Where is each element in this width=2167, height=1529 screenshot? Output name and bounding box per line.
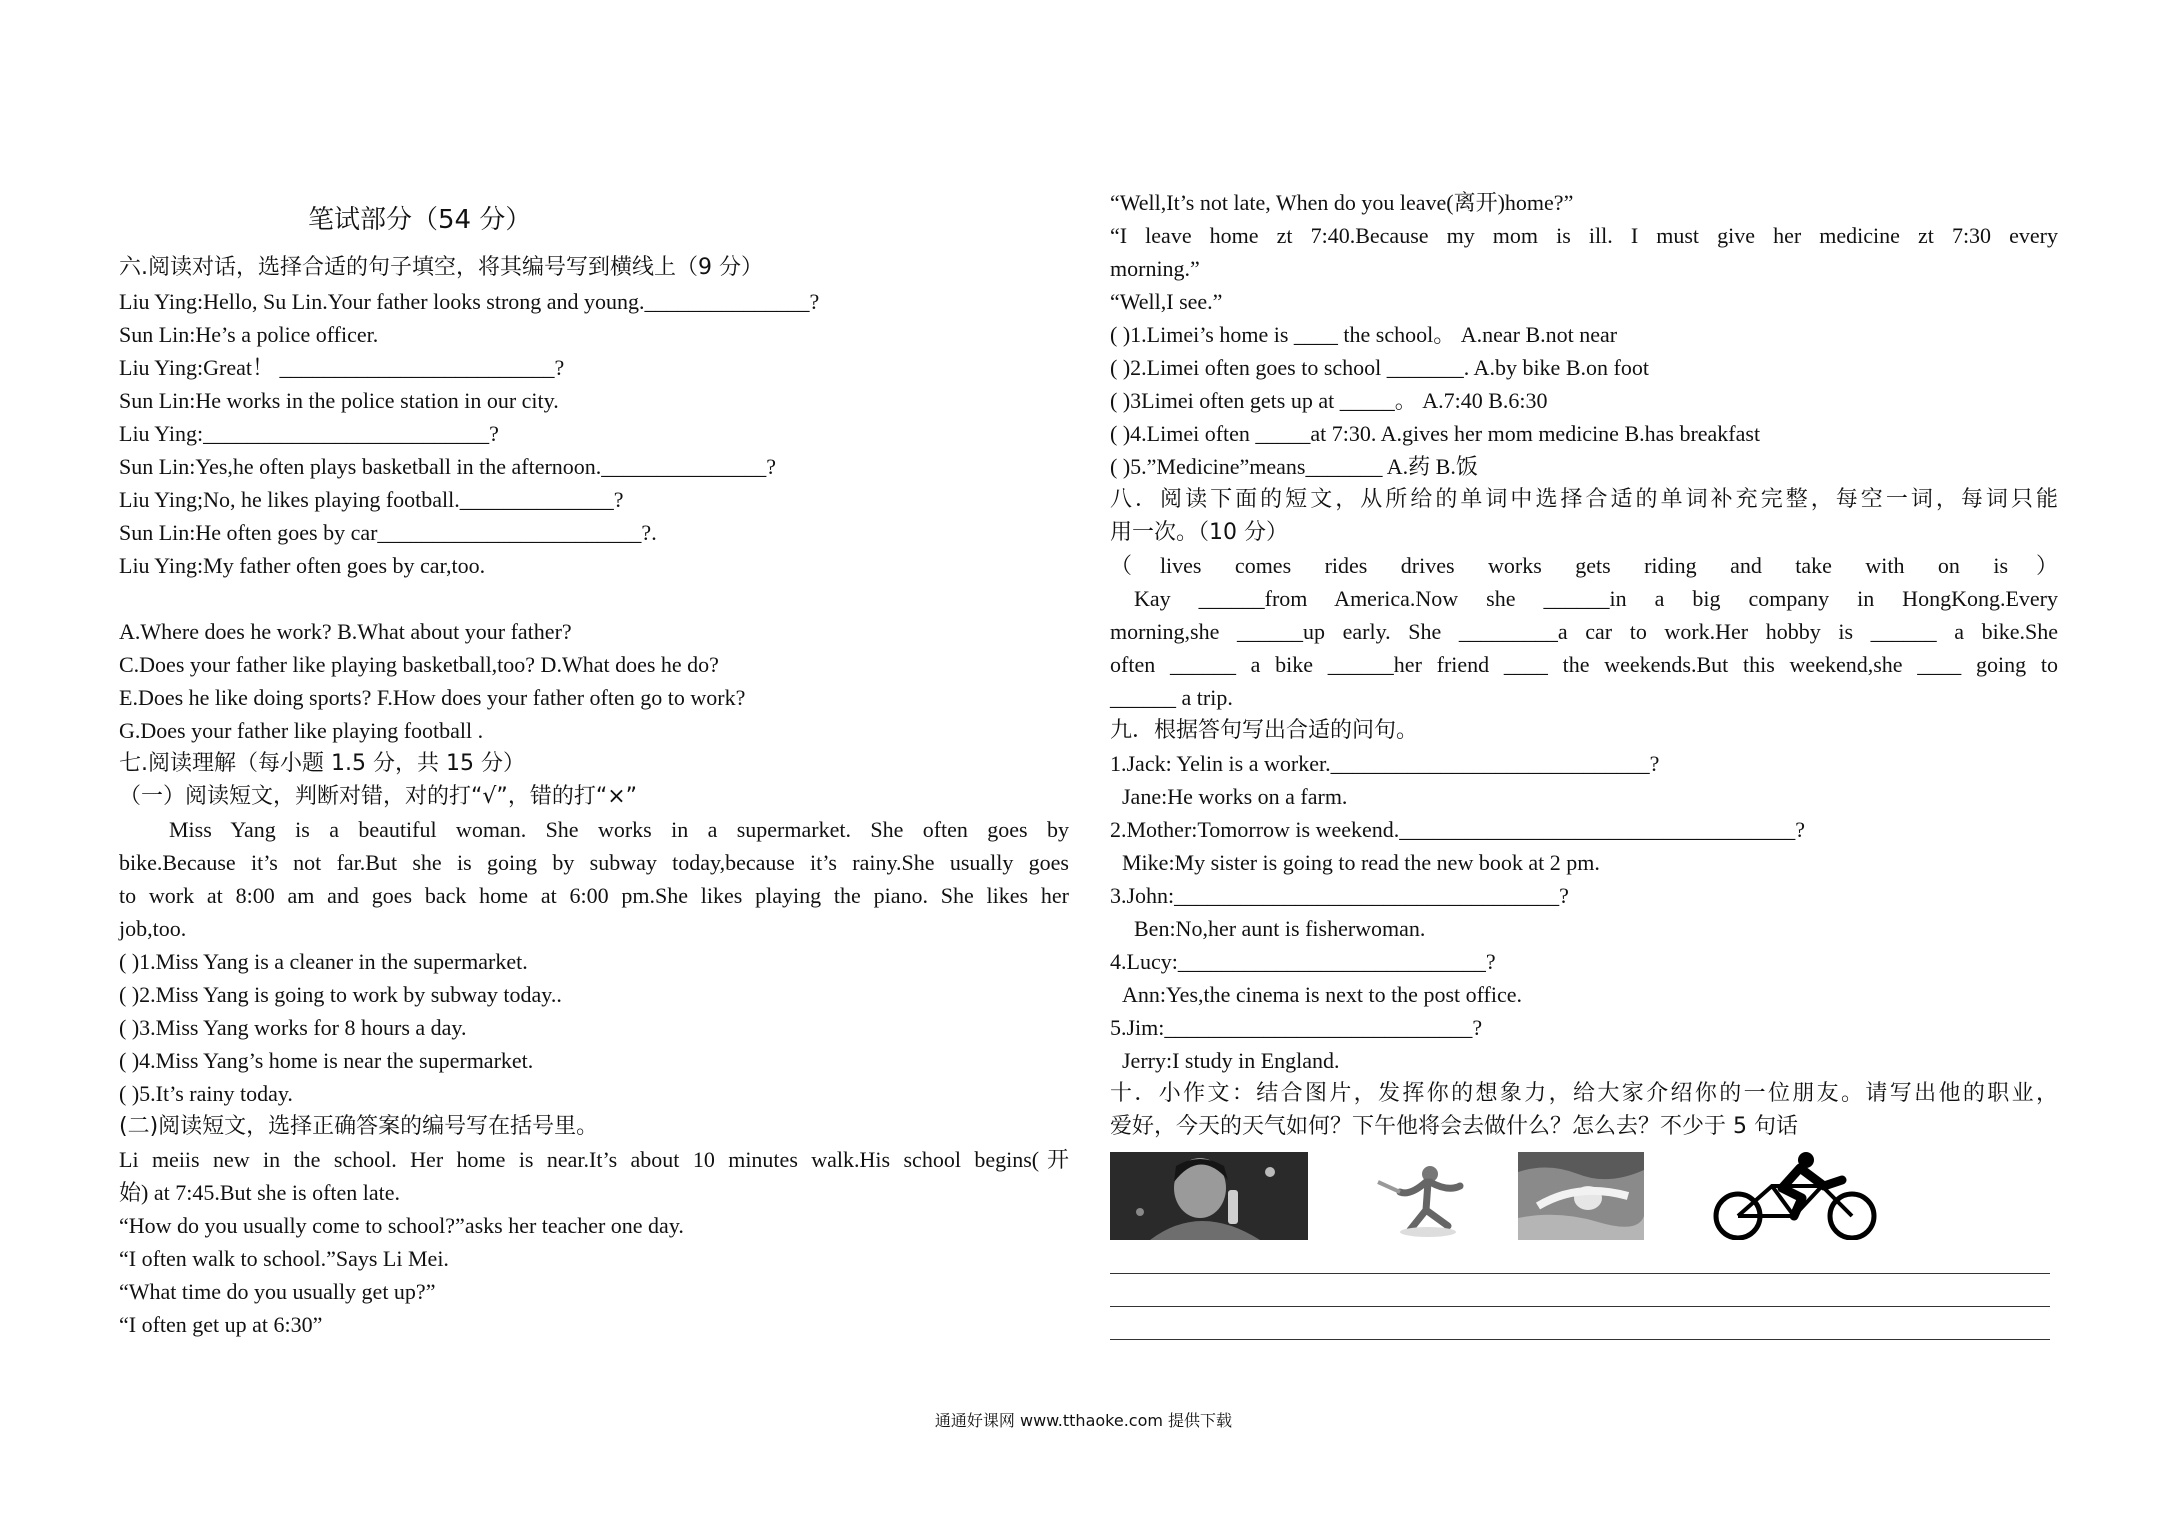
writing-line[interactable] [1110, 1273, 2050, 1274]
section-10-heading: 十．小作文：结合图片，发挥你的想象力，给大家介绍你的一位朋友。请写出他的职业， [1110, 1081, 2058, 1106]
answer-line: Mike:My sister is going to read the new book at 2 pm. [1122, 850, 1600, 875]
question-line: 1.Jack: Yelin is a worker._____________________________? [1110, 751, 1660, 776]
dialog-line: Liu Ying:__________________________? [119, 421, 499, 446]
question-line: 5.Jim:____________________________? [1110, 1015, 1483, 1040]
dialog-line: Sun Lin:He’s a police officer. [119, 322, 379, 347]
passage-line: to work at 8:00 am and goes back home at 6:00 pm.She likes playing the piano. She likes her [119, 883, 1069, 908]
passage-line: “I leave home zt 7:40.Because my mom is ill. I must give her medicine zt 7:30 every [1110, 223, 2058, 248]
answer-line: Ann:Yes,the cinema is next to the post office. [1122, 982, 1523, 1007]
passage-line: 始) at 7:45.But she is often late. [119, 1180, 401, 1205]
answer-line: Ben:No,her aunt is fisherwoman. [1134, 916, 1426, 941]
choice-item: ( )4.Limei often _____at 7:30. A.gives her mom medicine B.has breakfast [1110, 421, 1761, 446]
passage-line: “Well,It’s not late, When do you leave(离开)home?” [1110, 190, 1574, 215]
dialog-line: Sun Lin:He often goes by car________________________?. [119, 520, 657, 545]
section-6-heading: 六.阅读对话，选择合适的句子填空，将其编号写到横线上（9 分） [119, 255, 763, 280]
passage-line: Miss Yang is a beautiful woman. She works in a supermarket. She often goes by [169, 817, 1069, 842]
dialog-line: Sun Lin:He works in the police station in our city. [119, 388, 559, 413]
answer-line: Jerry:I study in England. [1122, 1048, 1340, 1073]
dancer-photo [1370, 1152, 1480, 1240]
cloze-line: Kay ______from America.Now she ______in a big company in HongKong.Every [1134, 586, 2058, 611]
choice-item: ( )5.”Medicine”means_______ A.药 B.饭 [1110, 454, 1478, 479]
dialog-line: Liu Ying:My father often goes by car,too. [119, 553, 486, 578]
section-title: 笔试部分（54 分） [308, 205, 532, 235]
question-line: 4.Lucy:____________________________? [1110, 949, 1496, 974]
judge-item: ( )2.Miss Yang is going to work by subway today.. [119, 982, 562, 1007]
passage-line: “Well,I see.” [1110, 289, 1223, 314]
choice-item: ( )1.Limei’s home is ____ the school。 A.near B.not near [1110, 322, 1618, 347]
judge-item: ( )3.Miss Yang works for 8 hours a day. [119, 1015, 467, 1040]
dialog-line: Liu Ying:Great！ _________________________? [119, 355, 565, 380]
question-line: 3.John:___________________________________? [1110, 883, 1569, 908]
dialog-line: Liu Ying:Hello, Su Lin.Your father looks strong and young._______________? [119, 289, 820, 314]
passage-line: job,too. [119, 916, 187, 941]
page-footer: 通通好课网 www.tthaoke.com 提供下载 [934, 1411, 1233, 1430]
answer-line: Jane:He works on a farm. [1122, 784, 1348, 809]
cyclist-silhouette [1702, 1152, 1887, 1240]
judge-item: ( )1.Miss Yang is a cleaner in the supermarket. [119, 949, 528, 974]
passage-line: Li meiis new in the school. Her home is near.It’s about 10 minutes walk.His school begins(开 [119, 1147, 1069, 1172]
passage-line: “How do you usually come to school?”asks her teacher one day. [119, 1213, 684, 1238]
writing-line[interactable] [1110, 1339, 2050, 1340]
section-10-heading-cont: 爱好，今天的天气如何？下午他将会去做什么？怎么去？不少于 5 句话 [1110, 1114, 1798, 1139]
passage-line: “I often walk to school.”Says Li Mei. [119, 1246, 449, 1271]
section-8-heading-cont: 用一次。（10 分） [1110, 520, 1288, 545]
passage-line: “I often get up at 6:30” [119, 1312, 323, 1337]
passage-line: morning.” [1110, 256, 1200, 281]
section-7-heading: 七.阅读理解（每小题 1.5 分，共 15 分） [119, 751, 525, 776]
option-line: C.Does your father like playing basketball,too? D.What does he do? [119, 652, 719, 677]
picture-row [1110, 1152, 2058, 1247]
swimmer-photo [1518, 1152, 1644, 1240]
cloze-line: often ______ a bike ______her friend ____ the weekends.But this weekend,she ____ going to [1110, 652, 2058, 677]
dialog-line: Sun Lin:Yes,he often plays basketball in the afternoon._______________? [119, 454, 777, 479]
question-line: 2.Mother:Tomorrow is weekend.____________________________________? [1110, 817, 1806, 842]
passage-line: bike.Because it’s not far.But she is going by subway today,because it’s rainy.She usually goes [119, 850, 1069, 875]
writing-line[interactable] [1110, 1306, 2050, 1307]
section-9-heading: 九．根据答句写出合适的问句。 [1110, 718, 1419, 743]
section-8-heading: 八．阅读下面的短文，从所给的单词中选择合适的单词补充完整，每空一词，每词只能 [1110, 487, 2058, 512]
cloze-line: morning,she ______up early. She _________a car to work.Her hobby is ______ a bike.She [1110, 619, 2058, 644]
judge-item: ( )4.Miss Yang’s home is near the supermarket. [119, 1048, 534, 1073]
dialog-line: Liu Ying;No, he likes playing football.______________? [119, 487, 624, 512]
passage-line: “What time do you usually get up?” [119, 1279, 436, 1304]
option-line: A.Where does he work? B.What about your father? [119, 619, 572, 644]
part-1-heading: （一）阅读短文，判断对错，对的打“√”，错的打“×” [119, 784, 638, 809]
cloze-line: ______ a trip. [1110, 685, 1233, 710]
singer-photo [1110, 1152, 1308, 1240]
option-line: G.Does your father like playing football . [119, 718, 484, 743]
word-bank: （lives comes rides drives works gets riding and take with on is） [1110, 553, 2058, 578]
option-line: E.Does he like doing sports? F.How does your father often go to work? [119, 685, 746, 710]
choice-item: ( )2.Limei often goes to school _______. A.by bike B.on foot [1110, 355, 1649, 380]
part-2-heading: (二)阅读短文，选择正确答案的编号写在括号里。 [119, 1114, 599, 1139]
choice-item: ( )3Limei often gets up at _____。 A.7:40 B.6:30 [1110, 388, 1548, 413]
judge-item: ( )5.It’s rainy today. [119, 1081, 293, 1106]
